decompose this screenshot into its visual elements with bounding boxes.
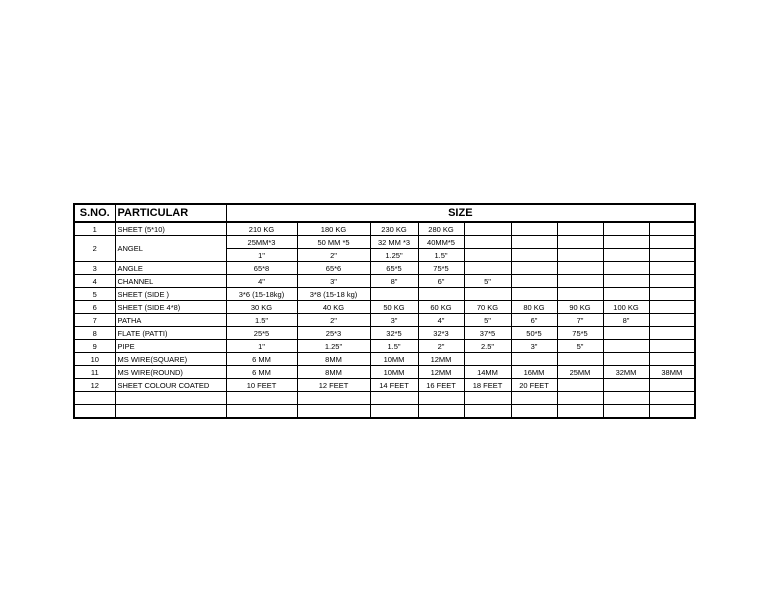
sno-cell <box>74 405 115 419</box>
size-cell: 1.25" <box>370 249 418 262</box>
size-cell: 18 FEET <box>464 379 511 392</box>
particular-cell: SHEET (5*10) <box>115 222 226 236</box>
size-cell <box>649 327 695 340</box>
size-cell <box>603 392 649 405</box>
sno-header: S.NO. <box>74 204 115 222</box>
size-cell <box>649 314 695 327</box>
sno-cell: 3 <box>74 262 115 275</box>
size-cell: 10 FEET <box>226 379 297 392</box>
size-cell: 16 FEET <box>418 379 464 392</box>
size-cell <box>226 405 297 419</box>
header-row <box>74 204 695 222</box>
sno-cell: 2 <box>74 236 115 262</box>
size-cell <box>649 392 695 405</box>
size-cell: 65*5 <box>370 262 418 275</box>
particular-cell: ANGEL <box>115 236 226 262</box>
size-cell: 50*5 <box>511 327 557 340</box>
table-row <box>74 392 695 405</box>
sno-cell: 7 <box>74 314 115 327</box>
size-cell: 25MM <box>557 366 603 379</box>
size-cell <box>557 379 603 392</box>
size-cell: 75*5 <box>418 262 464 275</box>
table-row <box>74 353 695 366</box>
size-cell: 40 KG <box>297 301 370 314</box>
size-cell <box>649 275 695 288</box>
size-cell: 50 KG <box>370 301 418 314</box>
table-row <box>74 379 695 392</box>
size-cell <box>557 262 603 275</box>
size-cell: 65*6 <box>297 262 370 275</box>
size-cell: 6 MM <box>226 353 297 366</box>
size-cell <box>370 405 418 419</box>
size-cell: 5" <box>464 275 511 288</box>
size-cell: 6" <box>418 275 464 288</box>
size-cell <box>603 249 649 262</box>
size-cell: 40MM*5 <box>418 236 464 249</box>
size-cell: 280 KG <box>418 222 464 236</box>
size-cell <box>603 327 649 340</box>
table-row <box>74 340 695 353</box>
size-cell: 230 KG <box>370 222 418 236</box>
size-cell: 1.5" <box>226 314 297 327</box>
size-cell: 3" <box>297 275 370 288</box>
size-header: SIZE <box>226 204 695 222</box>
size-cell <box>464 392 511 405</box>
sno-cell: 10 <box>74 353 115 366</box>
size-cell: 80 KG <box>511 301 557 314</box>
size-cell <box>511 288 557 301</box>
size-cell <box>511 249 557 262</box>
size-cell: 32*3 <box>418 327 464 340</box>
size-cell: 2" <box>418 340 464 353</box>
size-cell <box>511 236 557 249</box>
table-row <box>74 301 695 314</box>
size-cell: 210 KG <box>226 222 297 236</box>
size-cell: 12MM <box>418 366 464 379</box>
size-cell: 3*8 (15-18 kg) <box>297 288 370 301</box>
size-cell: 2" <box>297 249 370 262</box>
size-cell <box>603 340 649 353</box>
size-cell <box>557 288 603 301</box>
size-cell: 3" <box>511 340 557 353</box>
size-cell <box>603 405 649 419</box>
size-cell: 10MM <box>370 353 418 366</box>
size-cell <box>511 353 557 366</box>
size-cell: 8" <box>603 314 649 327</box>
sno-cell: 1 <box>74 222 115 236</box>
size-cell <box>297 405 370 419</box>
size-cell <box>557 236 603 249</box>
size-cell <box>511 275 557 288</box>
size-cell: 2" <box>297 314 370 327</box>
size-cell <box>464 249 511 262</box>
size-cell: 14MM <box>464 366 511 379</box>
size-cell <box>557 392 603 405</box>
size-cell: 6" <box>511 314 557 327</box>
size-cell: 60 KG <box>418 301 464 314</box>
particular-cell: PATHA <box>115 314 226 327</box>
size-cell: 32*5 <box>370 327 418 340</box>
size-cell <box>464 262 511 275</box>
size-cell <box>511 222 557 236</box>
size-cell: 1.5" <box>370 340 418 353</box>
size-cell: 100 KG <box>603 301 649 314</box>
table-row <box>74 288 695 301</box>
table-row <box>74 222 695 236</box>
table-body <box>74 222 695 418</box>
size-cell: 8" <box>370 275 418 288</box>
size-cell <box>464 288 511 301</box>
sno-cell: 12 <box>74 379 115 392</box>
size-cell: 90 KG <box>557 301 603 314</box>
size-cell: 37*5 <box>464 327 511 340</box>
size-cell: 10MM <box>370 366 418 379</box>
particular-cell: ANGLE <box>115 262 226 275</box>
size-cell: 20 FEET <box>511 379 557 392</box>
size-cell <box>603 288 649 301</box>
size-cell: 6 MM <box>226 366 297 379</box>
size-cell <box>418 392 464 405</box>
size-cell <box>464 405 511 419</box>
table-row <box>74 262 695 275</box>
particular-cell: CHANNEL <box>115 275 226 288</box>
size-cell: 5" <box>557 340 603 353</box>
size-cell <box>649 379 695 392</box>
particular-cell: SHEET (SIDE 4*8) <box>115 301 226 314</box>
particular-cell: MS WIRE(SQUARE) <box>115 353 226 366</box>
size-cell <box>511 392 557 405</box>
size-cell: 1.5" <box>418 249 464 262</box>
size-cell <box>603 275 649 288</box>
size-cell <box>649 353 695 366</box>
size-cell: 3" <box>370 314 418 327</box>
particular-cell: SHEET COLOUR COATED <box>115 379 226 392</box>
particular-cell: MS WIRE(ROUND) <box>115 366 226 379</box>
size-cell <box>464 353 511 366</box>
size-cell: 75*5 <box>557 327 603 340</box>
size-cell: 180 KG <box>297 222 370 236</box>
size-cell: 4" <box>418 314 464 327</box>
size-cell: 38MM <box>649 366 695 379</box>
size-cell <box>226 392 297 405</box>
size-cell <box>370 288 418 301</box>
table-row <box>74 405 695 419</box>
size-cell: 5" <box>464 314 511 327</box>
size-cell: 16MM <box>511 366 557 379</box>
sno-cell: 9 <box>74 340 115 353</box>
size-cell: 12 FEET <box>297 379 370 392</box>
size-cell: 1.25" <box>297 340 370 353</box>
size-cell <box>557 353 603 366</box>
sno-cell <box>74 392 115 405</box>
size-cell <box>557 222 603 236</box>
sno-cell: 4 <box>74 275 115 288</box>
size-cell: 1" <box>226 249 297 262</box>
sno-cell: 8 <box>74 327 115 340</box>
size-cell: 25MM*3 <box>226 236 297 249</box>
sno-cell: 6 <box>74 301 115 314</box>
size-cell <box>649 405 695 419</box>
size-cell <box>649 288 695 301</box>
size-cell <box>464 236 511 249</box>
size-cell: 65*8 <box>226 262 297 275</box>
size-cell: 8MM <box>297 366 370 379</box>
size-cell <box>603 262 649 275</box>
particular-header: PARTICULAR <box>115 204 226 222</box>
size-cell: 8MM <box>297 353 370 366</box>
size-cell: 25*5 <box>226 327 297 340</box>
size-cell: 2.5" <box>464 340 511 353</box>
size-cell: 30 KG <box>226 301 297 314</box>
size-cell: 32MM <box>603 366 649 379</box>
size-cell <box>649 222 695 236</box>
particular-cell: FLATE (PATTI) <box>115 327 226 340</box>
size-cell <box>297 392 370 405</box>
size-cell <box>649 249 695 262</box>
size-cell <box>370 392 418 405</box>
size-cell <box>557 249 603 262</box>
size-cell <box>464 222 511 236</box>
size-cell <box>511 262 557 275</box>
table-row <box>74 236 695 249</box>
size-cell <box>603 379 649 392</box>
size-cell <box>418 288 464 301</box>
size-cell <box>418 405 464 419</box>
particular-cell: SHEET (SIDE ) <box>115 288 226 301</box>
sno-cell: 11 <box>74 366 115 379</box>
table-row <box>74 327 695 340</box>
table-row <box>74 314 695 327</box>
size-cell <box>511 405 557 419</box>
particular-cell: PIPE <box>115 340 226 353</box>
size-cell <box>649 236 695 249</box>
size-cell <box>603 236 649 249</box>
size-cell: 7" <box>557 314 603 327</box>
table-row <box>74 366 695 379</box>
size-cell <box>603 353 649 366</box>
size-cell: 25*3 <box>297 327 370 340</box>
size-cell: 70 KG <box>464 301 511 314</box>
size-cell: 14 FEET <box>370 379 418 392</box>
size-cell <box>649 340 695 353</box>
size-cell <box>557 275 603 288</box>
size-cell <box>649 301 695 314</box>
size-cell <box>557 405 603 419</box>
sno-cell: 5 <box>74 288 115 301</box>
size-cell: 3*6 (15-18kg) <box>226 288 297 301</box>
size-cell: 12MM <box>418 353 464 366</box>
size-cell: 4" <box>226 275 297 288</box>
size-cell: 50 MM *5 <box>297 236 370 249</box>
table-row <box>74 275 695 288</box>
size-table <box>73 203 696 419</box>
size-cell <box>649 262 695 275</box>
size-cell: 1" <box>226 340 297 353</box>
size-cell <box>603 222 649 236</box>
size-cell: 32 MM *3 <box>370 236 418 249</box>
particular-cell <box>115 392 226 405</box>
particular-cell <box>115 405 226 419</box>
